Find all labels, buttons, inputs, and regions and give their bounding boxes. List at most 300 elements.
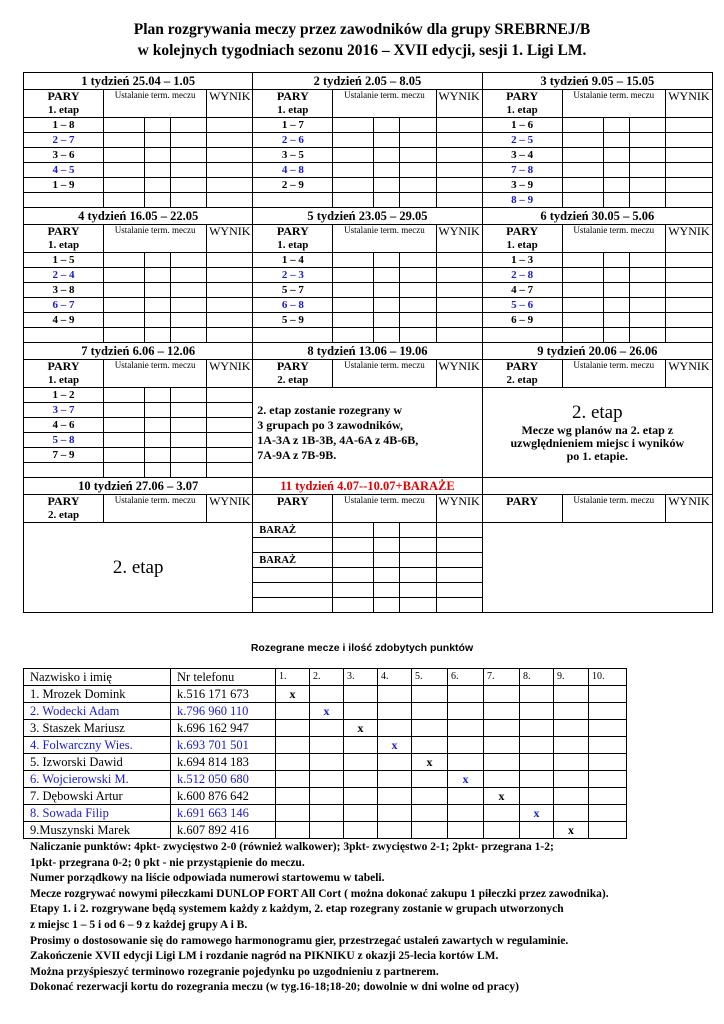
entry-cell	[145, 433, 171, 448]
week-header-row	[24, 208, 713, 225]
match-cell	[344, 788, 378, 805]
week-header-row	[24, 343, 713, 360]
match-cell	[484, 822, 520, 839]
entry-cell	[629, 178, 665, 193]
match-cell	[412, 720, 448, 737]
entry-cell	[333, 178, 374, 193]
pary-label	[24, 225, 104, 253]
player-phone: k.607 892 416	[171, 822, 276, 839]
entry-cell	[333, 193, 374, 208]
match-cell	[310, 737, 344, 754]
entry-cell	[333, 598, 374, 613]
entry-cell	[145, 133, 171, 148]
result-label: WYNIK	[665, 90, 712, 118]
match-cell	[412, 771, 448, 788]
players-header-cell: 9.	[554, 669, 589, 686]
entry-cell	[171, 178, 207, 193]
result-label: WYNIK	[665, 225, 712, 253]
note-line: Mecze rozgrywać nowymi piłeczkami DUNLOP FORT All Cort ( można dokonać zakupu 1 piłeczki przez zawodnika).	[30, 887, 609, 900]
players-header-cell: 8.	[520, 669, 554, 686]
entry-cell	[374, 193, 400, 208]
entry-cell	[400, 568, 436, 583]
player-row	[24, 737, 627, 754]
pair-row	[24, 133, 713, 148]
player-row	[24, 720, 627, 737]
entry-cell	[400, 298, 436, 313]
match-cell	[520, 788, 554, 805]
pair-row	[24, 253, 713, 268]
result-label: WYNIK	[436, 495, 482, 523]
result-label: WYNIK	[436, 360, 482, 388]
entry-cell	[436, 553, 482, 568]
match-cell	[484, 754, 520, 771]
entry-cell	[436, 148, 482, 163]
pair-cell	[253, 328, 333, 343]
match-cell	[310, 754, 344, 771]
entry-cell	[171, 313, 207, 328]
match-cell	[554, 805, 589, 822]
match-cell	[412, 788, 448, 805]
player-name: 9.Muszynski Marek	[24, 822, 171, 839]
match-cell	[448, 788, 484, 805]
match-cell	[310, 788, 344, 805]
match-cell	[554, 771, 589, 788]
entry-cell	[171, 463, 207, 478]
entry-cell	[603, 178, 629, 193]
entry-cell	[207, 148, 253, 163]
match-cell	[276, 805, 310, 822]
stage-2-heading-box	[24, 523, 253, 613]
stage-2-heading: 2. etap	[571, 402, 623, 423]
entry-cell	[374, 118, 400, 133]
note-line: Można przyśpieszyć terminowo rozegranie pojedynku po uzgodnieniu z partnerem.	[30, 965, 439, 978]
entry-cell	[665, 268, 712, 283]
pair-cell: 6 – 9	[482, 313, 562, 328]
entry-cell	[333, 568, 374, 583]
entry-cell	[104, 328, 145, 343]
entry-cell	[333, 148, 374, 163]
entry-cell	[145, 163, 171, 178]
pary-text: PARY	[276, 494, 309, 508]
match-cell	[344, 771, 378, 788]
entry-cell	[603, 268, 629, 283]
entry-cell	[374, 253, 400, 268]
entry-cell	[171, 253, 207, 268]
entry-cell	[436, 133, 482, 148]
entry-cell	[333, 328, 374, 343]
pair-cell	[24, 193, 104, 208]
match-cell	[484, 703, 520, 720]
note-line: Etapy 1. i 2. rozgrywane będą systemem każdy z każdym, 2. etap rozegrany zostanie w grupach utworzonych	[30, 903, 564, 916]
result-label: WYNIK	[207, 90, 253, 118]
pair-cell: 5 – 6	[482, 298, 562, 313]
player-row	[24, 754, 627, 771]
pair-cell: 6 – 8	[253, 298, 333, 313]
match-cell	[448, 754, 484, 771]
players-header-cell: 4.	[378, 669, 412, 686]
etap-label: 2. etap	[506, 374, 538, 386]
player-phone: k.512 050 680	[171, 771, 276, 788]
match-cell	[520, 754, 554, 771]
match-cell	[589, 822, 627, 839]
result-label: WYNIK	[207, 495, 253, 523]
playoff-label: BARAŻ	[253, 523, 333, 538]
match-date-label: Ustalanie term. meczu	[562, 225, 665, 253]
pair-cell: 6 – 7	[24, 298, 104, 313]
entry-cell	[400, 283, 436, 298]
entry-cell	[603, 283, 629, 298]
match-cell	[344, 737, 378, 754]
week-title: 1 tydzień 25.04 – 1.05	[24, 73, 253, 90]
match-cell	[484, 805, 520, 822]
entry-cell	[400, 313, 436, 328]
match-cell	[378, 771, 412, 788]
player-phone: k.516 171 673	[171, 686, 276, 703]
entry-cell	[333, 583, 374, 598]
entry-cell	[374, 313, 400, 328]
entry-cell	[207, 448, 253, 463]
match-cell	[448, 703, 484, 720]
entry-cell	[333, 163, 374, 178]
match-cell	[484, 720, 520, 737]
match-date-label: Ustalanie term. meczu	[104, 360, 207, 388]
stage-2-heading: 2. etap	[112, 556, 164, 578]
pair-row	[24, 328, 713, 343]
match-cell: x	[520, 805, 554, 822]
entry-cell	[629, 253, 665, 268]
entry-cell	[333, 298, 374, 313]
entry-cell	[665, 313, 712, 328]
entry-cell	[207, 163, 253, 178]
entry-cell	[400, 328, 436, 343]
entry-cell	[104, 163, 145, 178]
entry-cell	[374, 568, 400, 583]
match-cell	[412, 822, 448, 839]
entry-cell	[374, 178, 400, 193]
entry-cell	[400, 163, 436, 178]
match-cell	[378, 703, 412, 720]
pary-label	[24, 90, 104, 118]
entry-cell	[665, 178, 712, 193]
pary-text: PARY	[276, 359, 309, 373]
entry-cell	[562, 298, 603, 313]
players-header-row	[24, 669, 627, 686]
pary-text: PARY	[276, 224, 309, 238]
player-row	[24, 686, 627, 703]
entry-cell	[374, 523, 400, 538]
entry-cell	[436, 283, 482, 298]
match-date-label: Ustalanie term. meczu	[333, 495, 436, 523]
entry-cell	[207, 133, 253, 148]
entry-cell	[400, 523, 436, 538]
entry-cell	[104, 313, 145, 328]
entry-cell	[171, 118, 207, 133]
pary-label	[482, 495, 562, 523]
match-cell	[484, 686, 520, 703]
pair-cell: 4 – 7	[482, 283, 562, 298]
match-cell	[520, 703, 554, 720]
pair-row	[24, 313, 713, 328]
entry-cell	[171, 298, 207, 313]
schedule-table	[23, 72, 713, 613]
pair-row	[24, 163, 713, 178]
match-cell	[378, 686, 412, 703]
entry-cell	[603, 118, 629, 133]
pair-cell: 3 – 6	[24, 148, 104, 163]
playoff-row	[24, 523, 713, 538]
pair-cell: 2 – 7	[24, 133, 104, 148]
match-cell	[520, 686, 554, 703]
match-cell	[276, 720, 310, 737]
entry-cell	[562, 163, 603, 178]
match-cell	[310, 686, 344, 703]
match-cell	[310, 822, 344, 839]
player-phone: k.796 960 110	[171, 703, 276, 720]
pair-cell: 3 – 9	[482, 178, 562, 193]
match-cell	[589, 703, 627, 720]
entry-cell	[145, 403, 171, 418]
player-row	[24, 788, 627, 805]
entry-cell	[629, 268, 665, 283]
match-cell	[344, 805, 378, 822]
entry-cell	[436, 298, 482, 313]
pair-cell: 2 – 8	[482, 268, 562, 283]
pair-cell: 5 – 9	[253, 313, 333, 328]
entry-cell	[145, 418, 171, 433]
pair-cell: 3 – 5	[253, 148, 333, 163]
entry-cell	[333, 523, 374, 538]
page-title-line-2: w kolejnych tygodniach sezonu 2016 – XVII edycji, sesji 1. Ligi LM.	[137, 42, 587, 59]
entry-cell	[436, 523, 482, 538]
stage-2-heading-box	[482, 388, 712, 478]
pair-cell: 1 – 3	[482, 253, 562, 268]
entry-cell	[171, 193, 207, 208]
pair-row	[24, 268, 713, 283]
week-title: 11 tydzień 4.07--10.07+BARAŻE	[253, 478, 482, 495]
entry-cell	[400, 178, 436, 193]
pair-cell: 1 – 2	[24, 388, 104, 403]
entry-cell	[436, 118, 482, 133]
entry-cell	[374, 268, 400, 283]
stage-2-info	[253, 388, 482, 478]
entry-cell	[436, 328, 482, 343]
match-cell	[310, 805, 344, 822]
match-cell	[484, 771, 520, 788]
entry-cell	[207, 328, 253, 343]
entry-cell	[207, 193, 253, 208]
entry-cell	[145, 313, 171, 328]
etap-label: 2. etap	[277, 374, 309, 386]
entry-cell	[171, 388, 207, 403]
result-label: WYNIK	[436, 225, 482, 253]
match-cell	[484, 737, 520, 754]
pair-row	[24, 178, 713, 193]
entry-cell	[171, 448, 207, 463]
etap-label: 1. etap	[47, 374, 80, 386]
entry-cell	[400, 133, 436, 148]
pair-cell	[253, 193, 333, 208]
week-title-empty	[482, 478, 712, 495]
stage-2-desc-line: po 1. etapie.	[566, 449, 628, 463]
entry-cell	[603, 193, 629, 208]
entry-cell	[400, 253, 436, 268]
pair-cell: 2 – 4	[24, 268, 104, 283]
entry-cell	[603, 298, 629, 313]
entry-cell	[629, 133, 665, 148]
pary-label	[24, 495, 104, 523]
entry-cell	[665, 328, 712, 343]
stage-2-info-line: 7A-9A z 7B-9B.	[257, 447, 337, 462]
entry-cell	[171, 133, 207, 148]
players-header-cell: 10.	[589, 669, 627, 686]
points-table-title: Rozegrane mecze i ilość zdobytych punktów	[250, 642, 474, 654]
match-date-label: Ustalanie term. meczu	[562, 495, 665, 523]
match-cell	[276, 703, 310, 720]
player-phone: k.696 162 947	[171, 720, 276, 737]
entry-cell	[253, 583, 333, 598]
entry-cell	[629, 118, 665, 133]
entry-cell	[603, 328, 629, 343]
match-cell	[448, 686, 484, 703]
week-title: 4 tydzień 16.05 – 22.05	[24, 208, 253, 225]
column-labels-row	[24, 225, 713, 253]
player-name: 5. Izworski Dawid	[24, 754, 171, 771]
match-cell	[344, 822, 378, 839]
entry-cell	[333, 313, 374, 328]
pair-cell: 3 – 8	[24, 283, 104, 298]
entry-cell	[145, 253, 171, 268]
column-labels-row	[24, 495, 713, 523]
pair-row	[24, 298, 713, 313]
players-header-cell: 7.	[484, 669, 520, 686]
entry-cell	[333, 538, 374, 553]
week-header-row	[24, 478, 713, 495]
entry-cell	[333, 253, 374, 268]
entry-cell	[436, 313, 482, 328]
entry-cell	[603, 313, 629, 328]
entry-cell	[400, 538, 436, 553]
result-label: WYNIK	[207, 225, 253, 253]
empty-cell	[482, 523, 712, 613]
week-title: 7 tydzień 6.06 – 12.06	[24, 343, 253, 360]
match-date-label: Ustalanie term. meczu	[104, 225, 207, 253]
entry-cell	[104, 133, 145, 148]
note-line: z miejsc 1 – 5 i od 6 – 9 z każdej grupy A i B.	[30, 918, 248, 931]
pair-cell: 5 – 8	[24, 433, 104, 448]
entry-cell	[207, 283, 253, 298]
match-cell	[589, 720, 627, 737]
player-phone: k.694 814 183	[171, 754, 276, 771]
entry-cell	[436, 193, 482, 208]
entry-cell	[207, 388, 253, 403]
pair-cell: 1 – 9	[24, 178, 104, 193]
entry-cell	[436, 253, 482, 268]
pair-row	[24, 388, 713, 403]
match-cell	[589, 805, 627, 822]
entry-cell	[629, 148, 665, 163]
pary-text: PARY	[47, 359, 80, 373]
entry-cell	[436, 598, 482, 613]
players-header-cell: Nazwisko i imię	[24, 669, 171, 686]
player-phone: k.691 663 146	[171, 805, 276, 822]
pair-cell: 5 – 7	[253, 283, 333, 298]
match-cell	[448, 720, 484, 737]
pair-cell: 2 – 9	[253, 178, 333, 193]
match-date-label: Ustalanie term. meczu	[333, 225, 436, 253]
pair-cell: 4 – 9	[24, 313, 104, 328]
pair-cell: 1 – 5	[24, 253, 104, 268]
pair-cell: 1 – 7	[253, 118, 333, 133]
week-title: 3 tydzień 9.05 – 15.05	[482, 73, 712, 90]
pair-row	[24, 283, 713, 298]
entry-cell	[629, 193, 665, 208]
entry-cell	[207, 253, 253, 268]
pair-cell: 7 – 8	[482, 163, 562, 178]
entry-cell	[207, 433, 253, 448]
match-cell	[589, 771, 627, 788]
entry-cell	[562, 118, 603, 133]
entry-cell	[145, 283, 171, 298]
entry-cell	[333, 133, 374, 148]
match-date-label: Ustalanie term. meczu	[333, 360, 436, 388]
playoff-label: BARAŻ	[253, 553, 333, 568]
match-date-label: Ustalanie term. meczu	[104, 90, 207, 118]
week-title: 6 tydzień 30.05 – 5.06	[482, 208, 712, 225]
players-header-cell: 2.	[310, 669, 344, 686]
match-cell	[520, 720, 554, 737]
week-title: 5 tydzień 23.05 – 29.05	[253, 208, 482, 225]
pair-row	[24, 193, 713, 208]
etap-label: 2. etap	[47, 509, 80, 521]
pary-text: PARY	[47, 89, 80, 103]
player-phone: k.693 701 501	[171, 737, 276, 754]
pair-cell	[24, 463, 104, 478]
entry-cell	[400, 598, 436, 613]
entry-cell	[374, 148, 400, 163]
entry-cell	[400, 193, 436, 208]
entry-cell	[603, 133, 629, 148]
pary-text: PARY	[47, 494, 80, 508]
entry-cell	[400, 268, 436, 283]
entry-cell	[436, 568, 482, 583]
pary-label	[482, 90, 562, 118]
player-name: 8. Sowada Filip	[24, 805, 171, 822]
match-cell	[554, 754, 589, 771]
entry-cell	[629, 163, 665, 178]
pair-cell	[24, 328, 104, 343]
pair-cell	[482, 328, 562, 343]
match-date-label: Ustalanie term. meczu	[333, 90, 436, 118]
entry-cell	[171, 163, 207, 178]
entry-cell	[333, 283, 374, 298]
pair-cell: 2 – 5	[482, 133, 562, 148]
entry-cell	[562, 193, 603, 208]
column-labels-row	[24, 90, 713, 118]
entry-cell	[374, 328, 400, 343]
stage-2-info-line: 1A-3A z 1B-3B, 4A-6A z 4B-6B,	[257, 432, 419, 447]
entry-cell	[171, 403, 207, 418]
entry-cell	[145, 388, 171, 403]
player-name: 2. Wodecki Adam	[24, 703, 171, 720]
entry-cell	[333, 268, 374, 283]
entry-cell	[104, 403, 145, 418]
pair-row	[24, 148, 713, 163]
pary-text: PARY	[276, 89, 309, 103]
etap-label: 1. etap	[277, 239, 309, 251]
match-cell	[589, 737, 627, 754]
pary-label	[253, 225, 333, 253]
entry-cell	[562, 328, 603, 343]
